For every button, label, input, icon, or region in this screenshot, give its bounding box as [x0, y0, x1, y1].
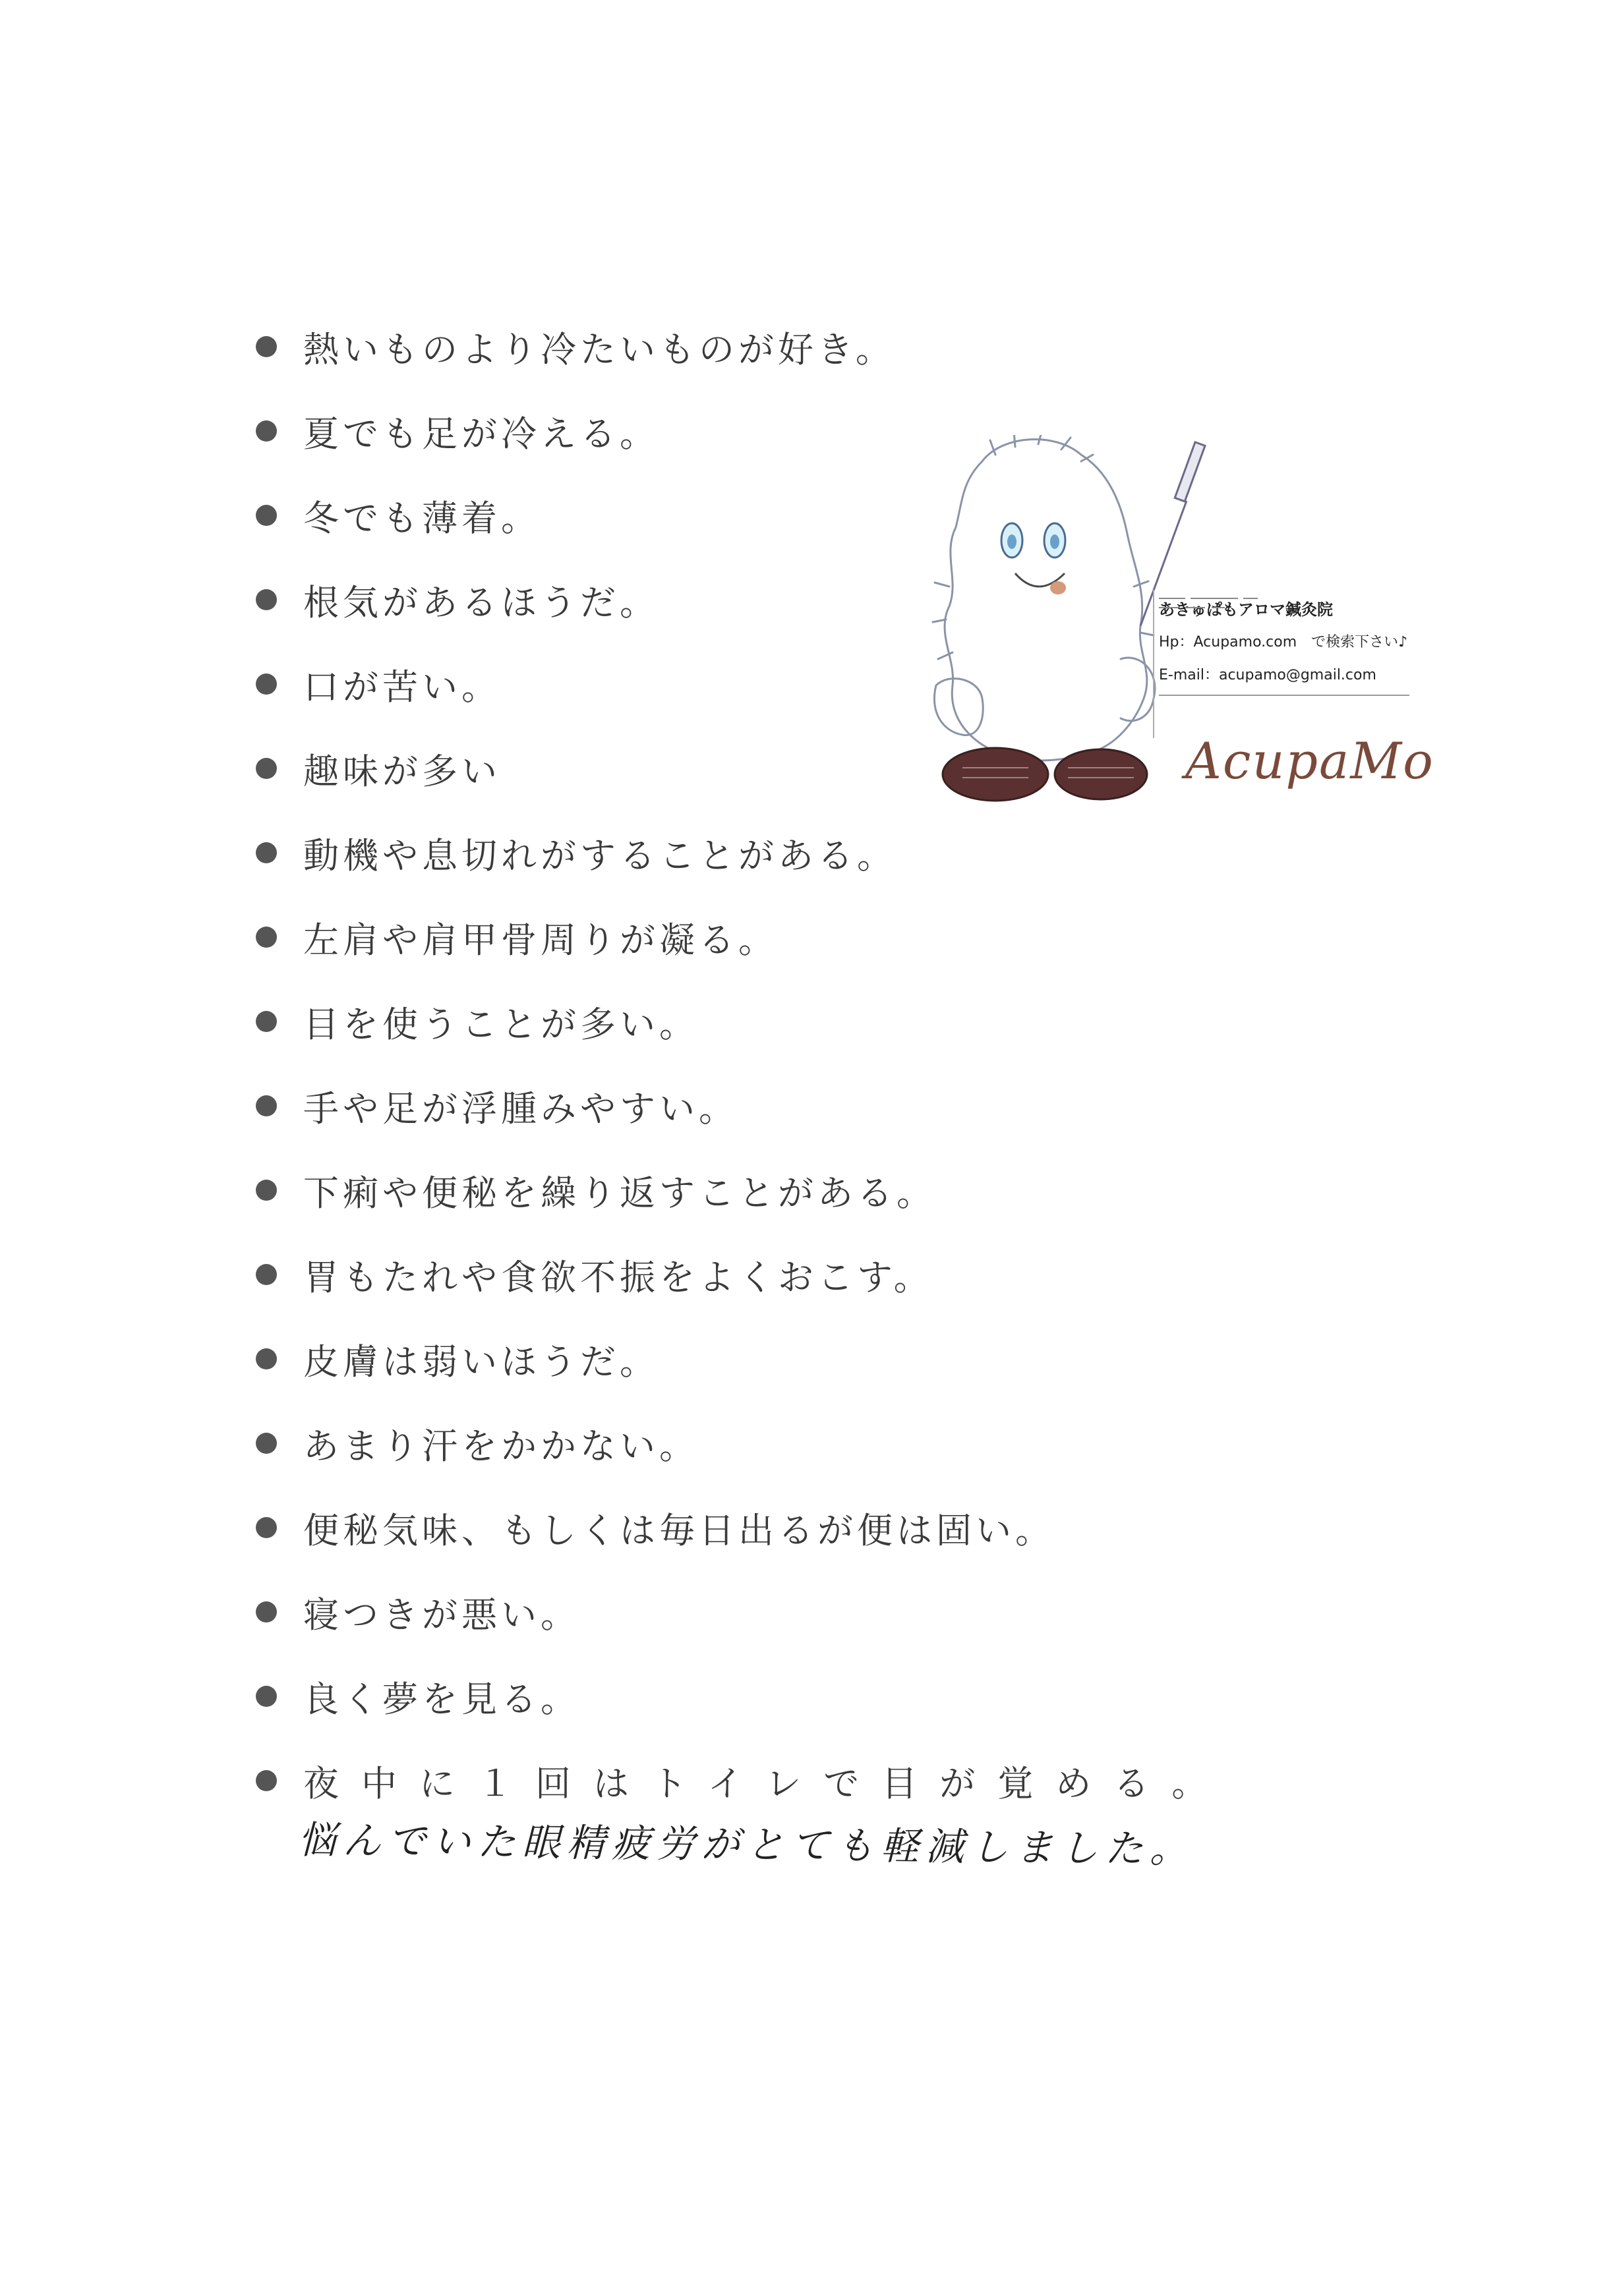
checklist-item-text: 胃もたれや食欲不振をよくおこす。: [303, 1256, 933, 1298]
bullet-icon: [256, 1433, 277, 1454]
checklist-item: [256, 1232, 1229, 1317]
checklist-item-text: 手や足が浮腫みやすい。: [303, 1087, 738, 1130]
checklist-item-text: 冬でも薄着。: [303, 497, 541, 539]
checklist-item: [256, 1654, 1229, 1738]
checklist-item-text: 根気があるほうだ。: [303, 581, 659, 623]
checklist-item-text: 口が苦い。: [303, 666, 501, 708]
checklist-item-text: あまり汗をかかない。: [303, 1425, 699, 1467]
checklist-item: [256, 979, 1229, 1064]
checklist-item: [256, 304, 1229, 389]
checklist-item: [256, 1064, 1229, 1148]
bullet-icon: [256, 1011, 277, 1032]
checklist-item: [256, 1485, 1229, 1570]
checklist-item: [256, 1148, 1229, 1232]
clinic-name: あきゅぱもアロマ鍼灸院: [1159, 600, 1333, 619]
bullet-icon: [256, 842, 277, 863]
bullet-icon: [256, 674, 277, 695]
bullet-icon: [256, 1264, 277, 1285]
checklist-item-text: 夏でも足が冷える。: [303, 413, 659, 455]
checklist-item-text: 下痢や便秘を繰り返すことがある。: [303, 1172, 936, 1214]
bullet-icon: [256, 1770, 277, 1791]
checklist-item-text: 皮膚は弱いほうだ。: [303, 1340, 659, 1383]
clinic-hp: Hp：Acupamo.com で検索下さい♪: [1159, 634, 1408, 650]
bullet-icon: [256, 1095, 277, 1116]
clinic-contact: [1159, 593, 1423, 696]
checklist-item-text: 夜中に１回はトイレで目が覚める。: [303, 1762, 1230, 1804]
checklist-item: [256, 1317, 1229, 1401]
bullet-icon: [256, 1348, 277, 1369]
bullet-icon: [256, 1180, 277, 1201]
bullet-icon: [256, 758, 277, 779]
checklist-item-text: 寝つきが悪い。: [303, 1593, 580, 1636]
bullet-icon: [256, 589, 277, 610]
clinic-stamp: [923, 435, 1434, 830]
checklist-item-text: 左肩や肩甲骨周りが凝る。: [303, 919, 778, 961]
checklist-item: [256, 1570, 1229, 1654]
bullet-icon: [256, 420, 277, 442]
bullet-icon: [256, 1686, 277, 1707]
checklist-item-text: 便秘気味、もしくは毎日出るが便は固い。: [303, 1509, 1055, 1551]
checklist-item-text: 熱いものより冷たいものが好き。: [303, 328, 895, 370]
bullet-icon: [256, 927, 277, 948]
checklist-item-text: 趣味が多い: [303, 750, 501, 792]
handwritten-note: 悩んでいた眼精疲労がとても軽減しました。: [297, 1817, 1195, 1872]
bullet-icon: [256, 1517, 277, 1538]
checklist-item: [256, 895, 1229, 979]
card-divider: [1159, 695, 1409, 696]
bullet-icon: [256, 505, 277, 526]
acupamo-logo: AcupaMo: [1185, 732, 1434, 790]
clinic-email: E-mail：acupamo@gmail.com: [1159, 667, 1376, 683]
checklist-item: [256, 1401, 1229, 1485]
checklist-item-text: 目を使うことが多い。: [303, 1003, 699, 1045]
checklist-item-text: 動機や息切れがすることがある。: [303, 834, 897, 876]
bullet-icon: [256, 336, 277, 357]
bullet-icon: [256, 1601, 277, 1622]
checklist-item-text: 良く夢を見る。: [303, 1678, 580, 1720]
